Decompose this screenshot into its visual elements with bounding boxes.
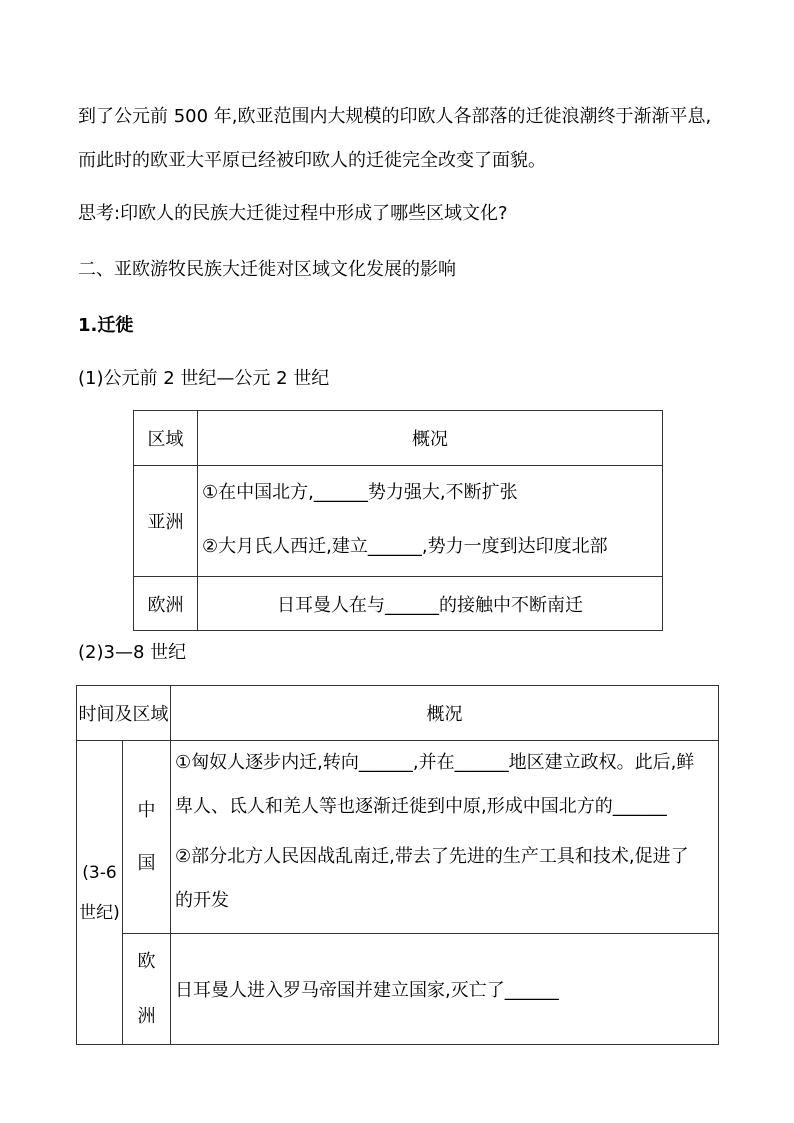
overview-line: ①匈奴人逐步内迁,转向______,并在______地区建立政权。此后,鲜 bbox=[175, 752, 695, 773]
header-overview: 概况 bbox=[198, 411, 663, 466]
part1-title: (1)公元前 2 世纪—公元 2 世纪 bbox=[78, 368, 330, 389]
table-row bbox=[134, 577, 663, 631]
overview-cell-europe: 日耳曼人在与______的接触中不断南迁 bbox=[198, 577, 663, 631]
region-char: 欧 bbox=[137, 951, 156, 972]
intro-line-1: 到了公元前 500 年,欧亚范围内大规模的印欧人各部落的迁徙浪潮终于渐渐平息, bbox=[78, 106, 712, 127]
subheading-migration: 1.迁徙 bbox=[78, 315, 134, 336]
overview-line: 的开发 bbox=[175, 890, 229, 911]
table-part2 bbox=[76, 685, 719, 1045]
table-part2-header-row bbox=[77, 686, 719, 741]
overview-cell-china bbox=[171, 741, 719, 934]
table-row bbox=[77, 741, 719, 934]
period-line-2: 世纪) bbox=[79, 902, 120, 923]
region-char: 洲 bbox=[137, 1006, 156, 1027]
overview-line: ①在中国北方,______势力强大,不断扩张 bbox=[202, 482, 518, 503]
part2-title: (2)3—8 世纪 bbox=[78, 642, 187, 663]
region-cell-asia: 亚洲 bbox=[134, 466, 198, 577]
section-heading: 二、亚欧游牧民族大迁徙对区域文化发展的影响 bbox=[78, 259, 456, 280]
region-cell-europe bbox=[123, 934, 171, 1045]
overview-line: ②部分北方人民因战乱南迁,带去了先进的生产工具和技术,促进了 bbox=[175, 846, 689, 867]
table-part1-header-row bbox=[134, 411, 663, 466]
table-part1 bbox=[133, 410, 663, 631]
overview-cell-europe: 日耳曼人进入罗马帝国并建立国家,灭亡了______ bbox=[171, 934, 719, 1045]
period-line-1: (3-6 bbox=[82, 862, 117, 883]
region-char: 国 bbox=[137, 853, 156, 874]
period-cell bbox=[77, 741, 123, 1045]
overview-cell-asia bbox=[198, 466, 663, 577]
table-row bbox=[77, 934, 719, 1045]
overview-line: ②大月氏人西迁,建立______,势力一度到达印度北部 bbox=[202, 536, 608, 557]
region-cell-europe: 欧洲 bbox=[134, 577, 198, 631]
header-overview: 概况 bbox=[171, 686, 719, 741]
region-cell-china bbox=[123, 741, 171, 934]
intro-line-2: 而此时的欧亚大平原已经被印欧人的迁徙完全改变了面貌。 bbox=[78, 150, 546, 171]
region-char: 中 bbox=[137, 800, 156, 821]
header-region: 区域 bbox=[134, 411, 198, 466]
think-question: 思考:印欧人的民族大迁徙过程中形成了哪些区域文化? bbox=[78, 203, 508, 224]
table-row bbox=[134, 466, 663, 577]
overview-line: 卑人、氐人和羌人等也逐渐迁徙到中原,形成中国北方的______ bbox=[175, 796, 667, 817]
header-time-region: 时间及区域 bbox=[77, 686, 171, 741]
